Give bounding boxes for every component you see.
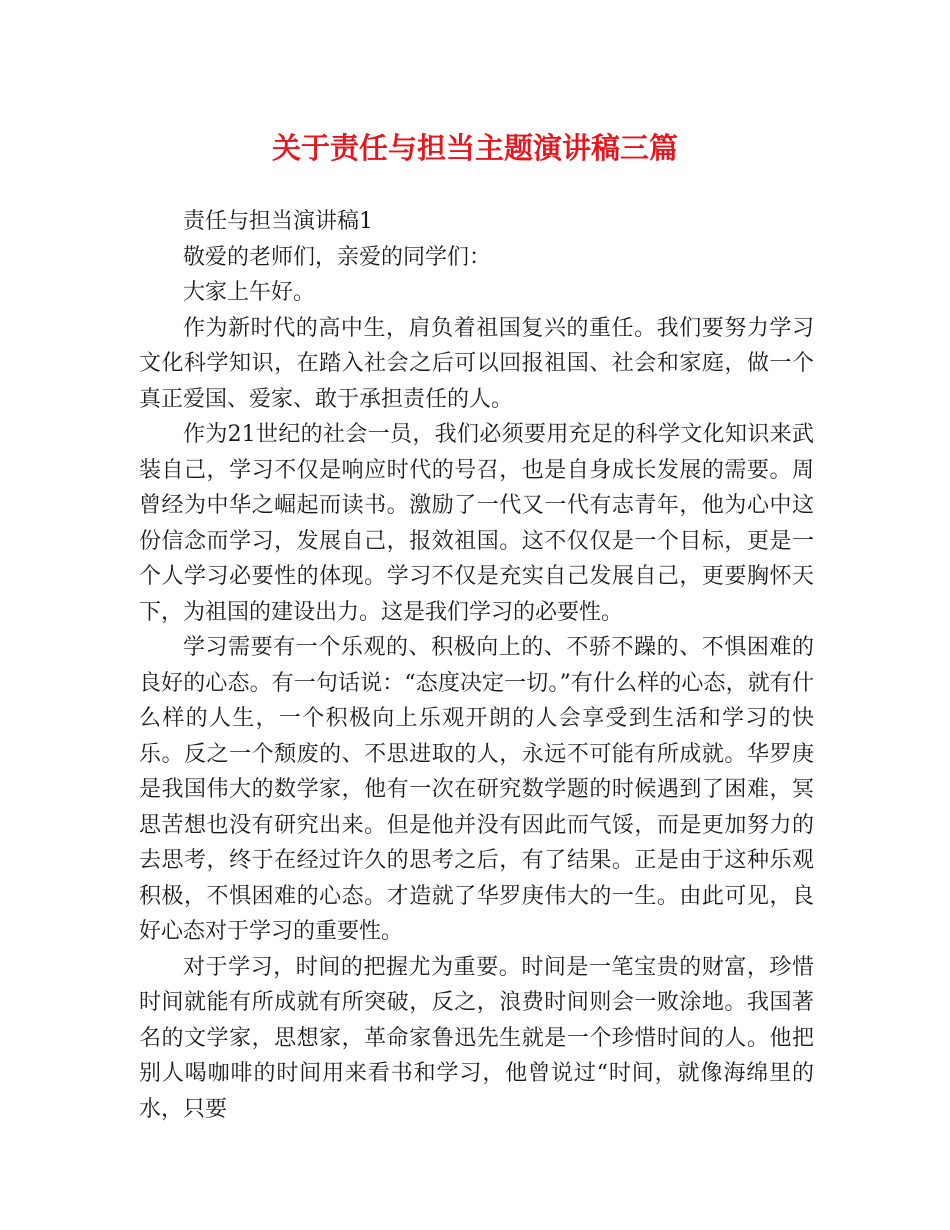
paragraph-speech-heading: 责任与担当演讲稿1 bbox=[183, 209, 373, 234]
document-title: 关于责任与担当主题演讲稿三篇 bbox=[271, 131, 678, 165]
paragraph-salutation: 敬爱的老师们，亲爱的同学们： bbox=[183, 244, 492, 270]
paragraph: 对于学习，时间的把握尤为重要。时间是一笔宝贵的财富，珍惜时间就能有所成就有所突破，反之，浪费时间则会一败涂地。我国著名的文学家，思想家，革命家鲁迅先生就是一个珍惜时间的人。他把别人喝咖啡的时间用来看书和学习，他曾说过“时间，就像海绵里的水，只要 bbox=[139, 954, 814, 1122]
paragraph: 学习需要有一个乐观的、积极向上的、不骄不躁的、不惧困难的良好的心态。有一句话说：“态度决定一切。”有什么样的心态，就有什么样的人生，一个积极向上乐观开朗的人会享受到生活和学习的快乐。反之一个颓废的、不思进取的人，永远不可能有所成就。华罗庚是我国伟大的数学家，他有一次在研究数学题的时候遇到了困难，冥思苦想也没有研究出来。但是他并没有因此而气馁，而是更加努力的去思考，终于在经过许久的思考之后，有了结果。正是由于这种乐观积极，不惧困难的心态。才造就了华罗庚伟大的一生。由此可见，良好心态对于学习的重要性。 bbox=[139, 635, 814, 944]
document-body bbox=[139, 204, 814, 1127]
paragraph-greeting: 大家上午好。 bbox=[183, 280, 316, 305]
paragraph: 作为21世纪的社会一员，我们必须要用充足的科学文化知识来武装自己，学习不仅是响应时代的号召，也是自身成长发展的需要。周曾经为中华之崛起而读书。激励了一代又一代有志青年，他为心中这份信念而学习，发展自己，报效祖国。这不仅仅是一个目标，更是一个人学习必要性的体现。学习不仅是充实自己发展自己，更要胸怀天下，为祖国的建设出力。这是我们学习的必要性。 bbox=[139, 422, 814, 625]
paragraph: 作为新时代的高中生，肩负着祖国复兴的重任。我们要努力学习文化科学知识，在踏入社会之后可以回报祖国、社会和家庭，做一个真正爱国、爱家、敢于承担责任的人。 bbox=[139, 315, 814, 412]
